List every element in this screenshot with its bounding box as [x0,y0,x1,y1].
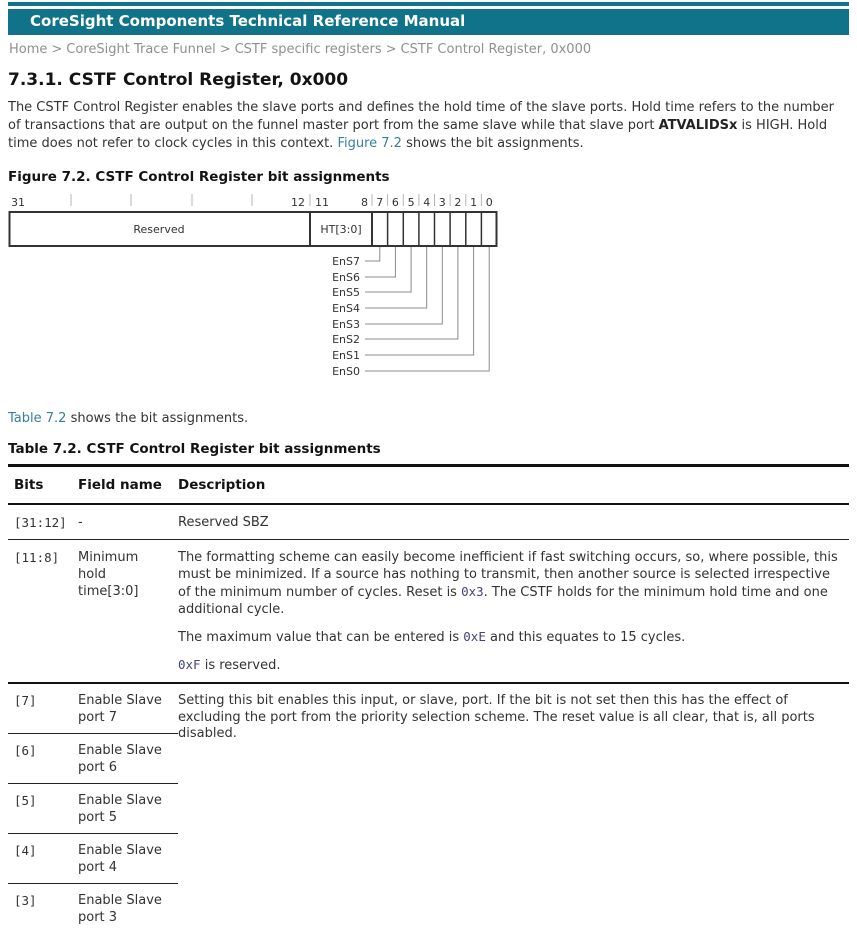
register-box [10,212,497,246]
bit-number-4: 4 [423,196,430,209]
hold-time-paragraph-3 [178,656,839,674]
field-cell: Enable Slave port 6 [78,734,178,784]
table-7-2-link[interactable]: Table 7.2 [8,411,66,426]
bit-label-ens3: EnS3 [332,318,360,331]
bit-number-8: 8 [361,196,368,209]
breadcrumb-link-trace-funnel[interactable]: CoreSight Trace Funnel [66,42,215,57]
app-titlebar [8,9,849,35]
breadcrumb-link-control-register[interactable]: CSTF Control Register, 0x000 [401,42,592,57]
hold-time-paragraph-1 [178,549,839,618]
desc-text: The formatting scheme can easily become inefficient if fast switching occurs, so, where possible, this must be minimized. If a source has nothing to transmit, then another source is selected irrespective of the minimum number of cycles. Reset is [178,550,838,600]
bit-number-11: 11 [315,196,329,209]
bits-cell: [6] [8,734,78,784]
breadcrumb-link-specific-registers[interactable]: CSTF specific registers [235,42,382,57]
bit-assignments-table [8,467,849,933]
reset-value: 0x3 [461,584,484,599]
breadcrumb [9,42,857,57]
bits-cell: [11:8] [8,540,78,684]
bit-field-ht: HT[3:0] [320,223,361,236]
page-content [0,70,857,933]
intro-paragraph [8,99,849,153]
bit-number-0: 0 [486,196,493,209]
table-intro-paragraph [8,410,849,428]
field-cell: Enable Slave port 4 [78,834,178,884]
bit-number-3: 3 [439,196,446,209]
signal-name-atvalidsx: ATVALIDSx [659,118,738,133]
table-intro-text: shows the bit assignments. [66,411,248,426]
bits-cell: [3] [8,884,78,933]
register-bit-diagram [8,190,508,384]
bit-label-ens6: EnS6 [332,271,360,284]
bit-label-ens7: EnS7 [332,255,360,268]
bit-number-6: 6 [392,196,399,209]
column-header-field-name: Field name [78,467,178,504]
field-cell: Enable Slave port 5 [78,784,178,834]
field-cell: Minimum hold time[3:0] [78,540,178,684]
desc-cell [178,540,849,684]
bit-number-5: 5 [408,196,415,209]
bit-label-ens2: EnS2 [332,333,360,346]
bit-number-1: 1 [470,196,477,209]
field-cell: Enable Slave port 7 [78,683,178,734]
desc-text: The maximum value that can be entered is [178,630,463,645]
breadcrumb-separator: > [382,42,401,57]
hold-time-paragraph-2 [178,628,839,646]
desc-text: is reserved. [201,658,281,673]
figure-7-2-link[interactable]: Figure 7.2 [337,136,402,151]
desc-text: . The CSTF holds for the minimum hold time and one additional cycle. [178,585,828,617]
bit-boundary-ticks [71,194,481,206]
bit-field-reserved: Reserved [133,223,184,236]
field-cell: Enable Slave port 3 [78,884,178,933]
bit-label-connectors [365,247,489,371]
bit-number-12: 12 [291,196,305,209]
breadcrumb-link-home[interactable]: Home [9,42,47,57]
column-header-description: Description [178,467,849,504]
bit-number-31: 31 [11,196,25,209]
breadcrumb-separator: > [47,42,66,57]
desc-cell-merged: Setting this bit enables this input, or slave, port. If the bit is not set then this has the effect of excluding the port from the priority selection scheme. The reset value is all clear, that is, all ports disabled. [178,683,849,933]
intro-text-3: shows the bit assignments. [402,136,584,151]
table-header-row [8,467,849,504]
bit-label-ens0: EnS0 [332,365,360,378]
bits-cell: [5] [8,784,78,834]
max-value: 0xE [463,629,486,644]
page-title: 7.3.1. CSTF Control Register, 0x000 [8,70,849,90]
column-header-bits: Bits [8,467,78,504]
intro-text-2: is HIGH. Hold time does not refer to clock cycles in this context. [8,118,827,151]
table-caption: Table 7.2. CSTF Control Register bit assignments [8,441,849,467]
field-cell: - [78,504,178,540]
bit-label-ens1: EnS1 [332,349,360,362]
table-row-11-8 [8,540,849,684]
figure-caption: Figure 7.2. CSTF Control Register bit assignments [8,169,849,185]
bit-label-ens5: EnS5 [332,286,360,299]
table-row-31-12 [8,504,849,540]
desc-text: and this equates to 15 cycles. [486,630,685,645]
bit-label-ens4: EnS4 [332,302,360,315]
table-row-7 [8,683,849,734]
desc-cell: Reserved SBZ [178,504,849,540]
bits-cell: [4] [8,834,78,884]
bits-cell: [7] [8,683,78,734]
bit-number-7: 7 [376,196,383,209]
bits-cell: [31:12] [8,504,78,540]
manual-title: CoreSight Components Technical Reference Manual [30,12,465,30]
intro-text-1: The CSTF Control Register enables the slave ports and defines the hold time of the slave ports. Hold time refers to the number of transactions that are output on the funnel master port from the same slave while that slave port [8,100,834,133]
reserved-value: 0xF [178,657,201,672]
top-accent-rule [8,2,849,6]
breadcrumb-separator: > [216,42,235,57]
bit-number-2: 2 [454,196,461,209]
